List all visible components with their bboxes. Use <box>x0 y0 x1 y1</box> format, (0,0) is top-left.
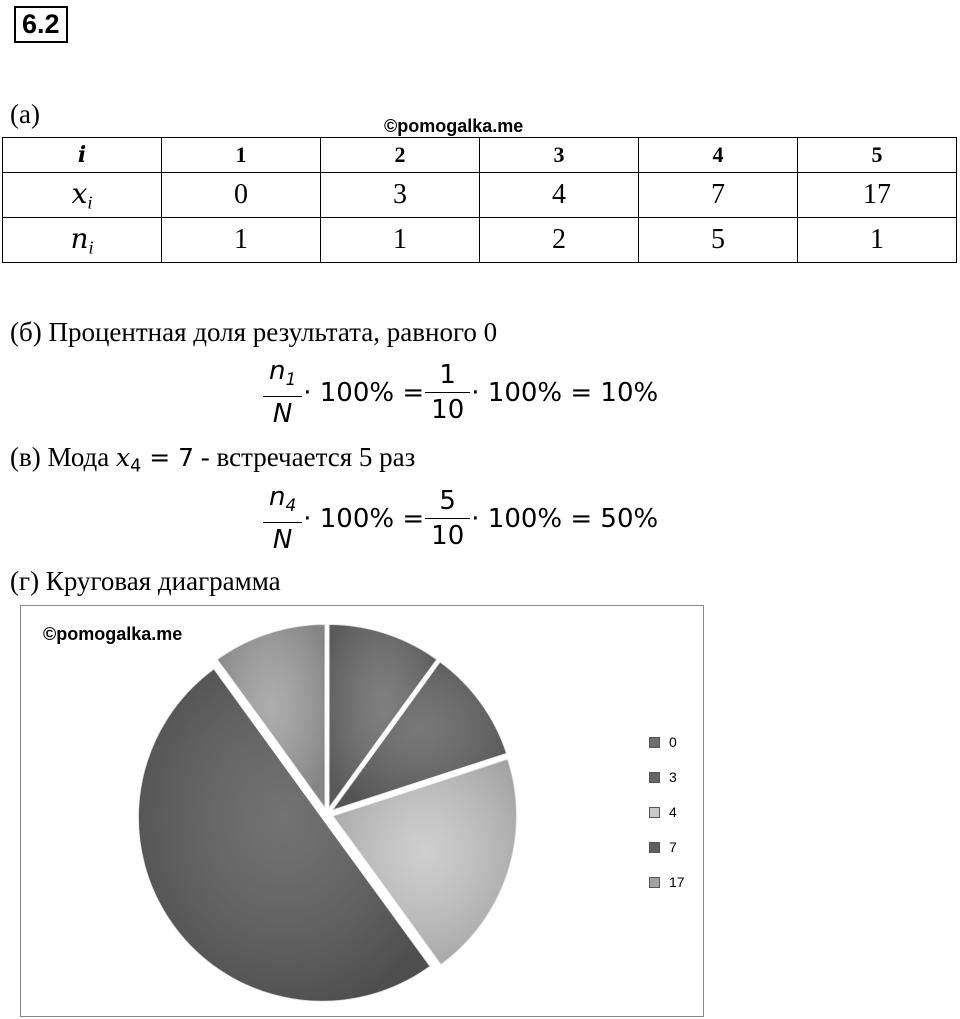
table-cell: 7 <box>639 173 798 218</box>
table-row-x <box>3 173 957 218</box>
formula-v-mult: · 100% = <box>303 503 425 534</box>
part-v-text: (в) Мода $x_4 = 7$ - встречается 5 раз <box>10 442 416 477</box>
table-cell: 5 <box>639 218 798 263</box>
fraction-5-10: $\frac{5}{10}$ <box>428 486 467 551</box>
part-b-text: (б) Процентная доля результата, равного 0 <box>10 317 498 347</box>
legend-item-4 <box>649 804 677 820</box>
header-cell: 5 <box>798 138 957 173</box>
fraction-n1-N: $\frac{n_1}{N}$ <box>266 356 299 429</box>
table-cell: 1 <box>321 218 480 263</box>
pie-chart-frame <box>20 605 704 1017</box>
legend-label: 3 <box>669 769 677 785</box>
formula-b <box>262 356 658 429</box>
formula-v-result: · 100% = 50% <box>471 503 659 534</box>
legend-item-7 <box>649 839 677 855</box>
task-number: 6.2 <box>14 6 68 43</box>
table-cell: 17 <box>798 173 957 218</box>
table-cell: 4 <box>480 173 639 218</box>
legend-label: 17 <box>669 874 685 890</box>
frequency-table <box>2 137 957 263</box>
legend-label: 7 <box>669 839 677 855</box>
legend-swatch <box>649 842 660 853</box>
header-cell: 3 <box>480 138 639 173</box>
pie-chart <box>21 606 703 1016</box>
table-cell: 0 <box>162 173 321 218</box>
formula-v <box>262 482 658 555</box>
header-cell: i <box>3 138 162 173</box>
watermark-top: ©pomogalka.me <box>384 116 524 136</box>
table-cell: 1 <box>798 218 957 263</box>
legend-swatch <box>649 772 660 783</box>
header-cell: 2 <box>321 138 480 173</box>
row-label-x: $x_i$ <box>3 173 162 218</box>
legend-swatch <box>649 877 660 888</box>
table-header-row <box>3 138 957 173</box>
legend-label: 0 <box>669 734 677 750</box>
legend-swatch <box>649 807 660 818</box>
watermark-chart: ©pomogalka.me <box>43 624 183 644</box>
table-cell: 3 <box>321 173 480 218</box>
table-cell: 1 <box>162 218 321 263</box>
table-row-n <box>3 218 957 263</box>
formula-b-mult: · 100% = <box>303 377 425 408</box>
header-cell: 4 <box>639 138 798 173</box>
formula-b-result: · 100% = 10% <box>471 377 659 408</box>
row-label-n: $n_i$ <box>3 218 162 263</box>
fraction-1-10: $\frac{1}{10}$ <box>428 360 467 425</box>
table-cell: 2 <box>480 218 639 263</box>
legend-swatch <box>649 737 660 748</box>
legend-label: 4 <box>669 804 677 820</box>
fraction-n4-N: $\frac{n_4}{N}$ <box>266 482 299 555</box>
legend-item-3 <box>649 769 677 785</box>
legend-item-17 <box>649 874 685 890</box>
part-a-label: (а) <box>10 99 40 129</box>
legend-item-0 <box>649 734 677 750</box>
part-g-text: (г) Круговая диаграмма <box>10 566 281 596</box>
header-cell: 1 <box>162 138 321 173</box>
